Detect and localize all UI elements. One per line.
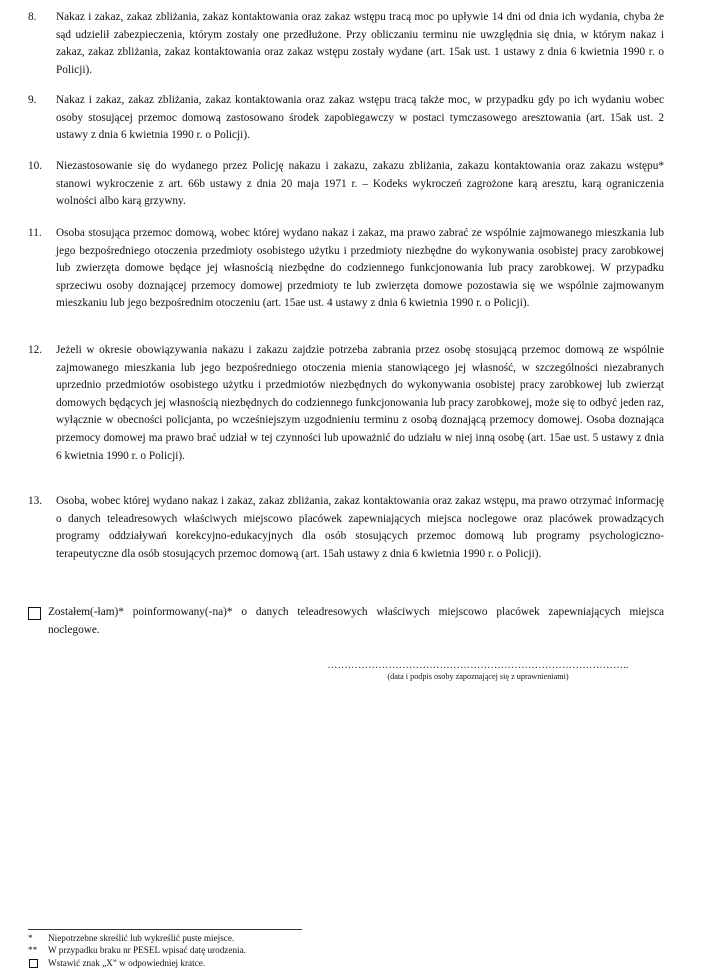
item-13 <box>28 493 664 563</box>
item-number: 8. <box>28 11 37 23</box>
item-number: 11. <box>28 227 42 239</box>
item-text: Jeżeli w okresie obowiązywania nakazu i zakazu zajdzie potrzeba zabrania przez osobę stosującą przemoc domową ze wspólnie zajmowanego mieszkania lub jego bezpośredniego otoczenia mienia stanowiącego jej własność, w szczególności niezabranych uprzednio przedmiotów osobistego użytku i przedmiotów niezbędnych do wykonywania osobistej pracy zarobkowej lub zwierząt domowych będących jej własnością niezbędnych do codziennego funkcjonowania lub pracy zarobkowej, może się to odbyć jeden raz, wyłącznie w obecności policjanta, po wcześniejszym uzgodnieniu terminu z osobą doznającą przemocy domowej. Osoba doznająca przemocy domowej ma prawo brać udział w tej czynności lub upoważnić do udziału w niej inną osobę (art. 15ae ust. 5 ustawy z dnia 6 kwietnia 1990 r. o Policji). <box>56 344 664 462</box>
item-number: 13. <box>28 495 43 507</box>
item-text: Nakaz i zakaz, zakaz zbliżania, zakaz kontaktowania oraz zakaz wstępu tracą moc po upływie 14 dni od dnia ich wydania, chyba że sąd udzielił zabezpieczenia, którym zostały one przedłużone. Przy obliczaniu terminu nie uwzględnia się dnia, w którym nakaz i zakaz, zakaz zbliżania, zakaz kontaktowania oraz zakaz wstępu zostały wydane (art. 15ak ust. 1 ustawy z dnia 6 kwietnia 1990 r. o Policji). <box>56 11 664 76</box>
signature-caption: (data i podpis osoby zapoznającej się z uprawnieniami) <box>387 672 569 681</box>
item-number: 12. <box>28 344 43 356</box>
acknowledgement-text: Zostałem(-łam)* poinformowany(-na)* o danych teleadresowych właściwych miejscowo placówek zapewniających miejsca noclegowe. <box>48 606 664 636</box>
signature-block <box>318 660 638 682</box>
item-11 <box>28 225 664 313</box>
footnote <box>28 944 428 956</box>
acknowledgement <box>28 604 664 639</box>
footnote-mark: ** <box>28 945 38 956</box>
checkbox-icon <box>29 959 38 968</box>
item-text: Osoba, wobec której wydano nakaz i zakaz, zakaz zbliżania, zakaz kontaktowania oraz zakaz wstępu, ma prawo otrzymać informację o danych teleadresowych właściwych miejscowo placówek zapewniających miejsca noclegowe oraz placówek prowadzących programy oddziaływań korekcyjno-edukacyjnych dla osób stosujących przemoc domową lub programy psychologiczno-terapeutyczne dla osób stosujących przemoc domową (art. 15ah ustawy z dnia 6 kwietnia 1990 r. o Policji). <box>56 495 664 560</box>
item-text: Osoba stosująca przemoc domową, wobec której wydano nakaz i zakaz, ma prawo zabrać ze wspólnie zajmowanego mieszkania lub jego bezpośredniego otoczenia przedmioty osobistego użytku i przedmioty niezbędne do wykonywania osobistej pracy zarobkowej lub zwierzęta domowe będące jej własnością niezbędne do codziennego funkcjonowania lub pracy zarobkowej. W przypadku sprzeciwu osoby doznającej przemocy domowej przedmioty te lub zwierzęta domowe pozostawia się we wspólnie zajmowanym mieszkaniu lub jego bezpośrednim otoczeniu (art. 15ae ust. 4 ustawy z dnia 6 kwietnia 1990 r. o Policji). <box>56 227 664 310</box>
acknowledgement-checkbox[interactable] <box>28 607 41 620</box>
item-number: 9. <box>28 94 37 106</box>
footnote-text: Niepotrzebne skreślić lub wykreślić puste miejsce. <box>48 933 235 943</box>
item-number: 10. <box>28 160 43 172</box>
item-8 <box>28 9 664 79</box>
item-text: Nakaz i zakaz, zakaz zbliżania, zakaz kontaktowania oraz zakaz wstępu tracą także moc, w przypadku gdy po ich wydaniu wobec osoby stosującej przemoc domową zastosowano środek zapobiegawczy w postaci tymczasowego aresztowania (art. 15ak ust. 2 ustawy z dnia 6 kwietnia 1990 r. o Policji). <box>56 94 664 142</box>
item-10 <box>28 158 664 211</box>
footnotes <box>28 932 428 969</box>
signature-line[interactable]: …………………………………………………………………………….. <box>327 660 629 671</box>
item-12 <box>28 342 664 465</box>
footnote-text: W przypadku braku nr PESEL wpisać datę urodzenia. <box>48 945 246 956</box>
footnote-text: Wstawić znak „X” w odpowiedniej kratce. <box>48 957 206 968</box>
footnote-divider <box>28 929 302 930</box>
footnote <box>28 932 428 944</box>
footnote-mark: * <box>28 933 33 943</box>
item-9 <box>28 92 664 145</box>
item-text: Niezastosowanie się do wydanego przez Policję nakazu i zakazu, zakazu zbliżania, zakazu kontaktowania oraz zakazu wstępu* stanowi wykroczenie z art. 66b ustawy z dnia 20 maja 1971 r. – Kodeks wykroczeń zagrożone karą aresztu, karą ograniczenia wolności albo karą grzywny. <box>56 160 664 208</box>
footnote <box>28 957 428 969</box>
